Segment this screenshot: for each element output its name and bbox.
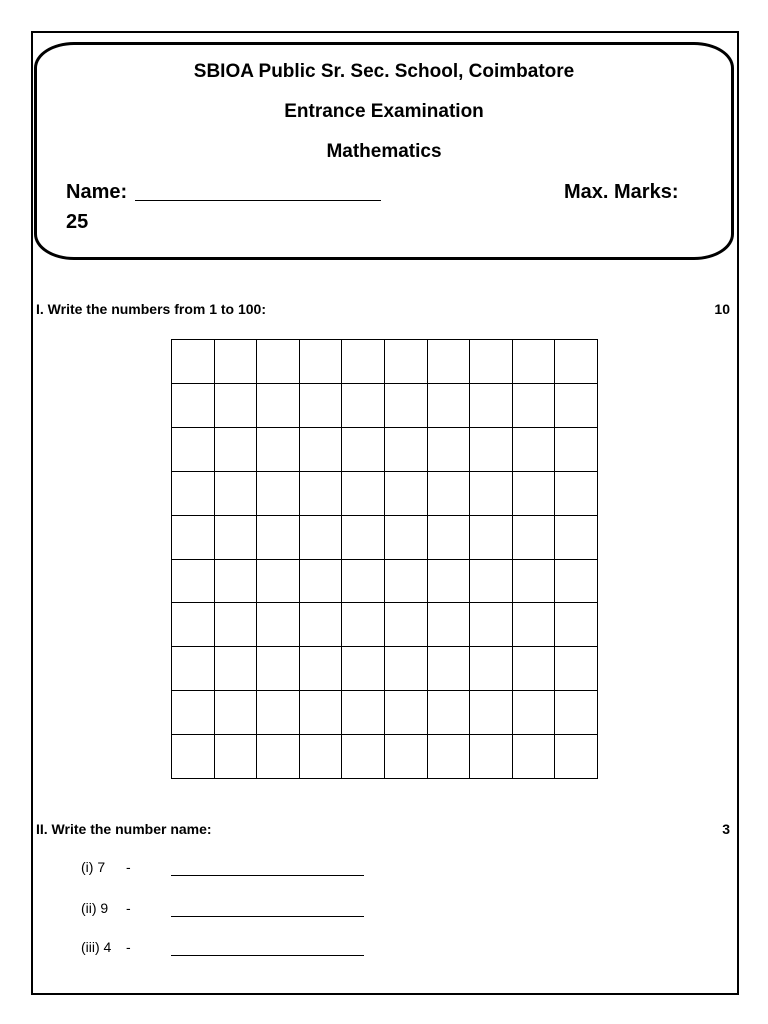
grid-cell[interactable] (257, 472, 300, 516)
question-1-title: I. Write the numbers from 1 to 100: (36, 301, 267, 317)
item-dash: - (126, 900, 131, 916)
grid-cell[interactable] (428, 691, 471, 735)
grid-cell[interactable] (257, 428, 300, 472)
grid-cell[interactable] (385, 603, 428, 647)
grid-cell[interactable] (342, 735, 385, 779)
grid-cell[interactable] (257, 603, 300, 647)
answer-line[interactable] (171, 916, 364, 917)
grid-cell[interactable] (513, 384, 556, 428)
name-field[interactable] (135, 200, 381, 201)
grid-cell[interactable] (385, 384, 428, 428)
grid-cell[interactable] (385, 735, 428, 779)
grid-cell[interactable] (300, 472, 343, 516)
grid-cell[interactable] (513, 691, 556, 735)
grid-cell[interactable] (342, 691, 385, 735)
grid-cell[interactable] (385, 647, 428, 691)
grid-cell[interactable] (300, 560, 343, 604)
grid-cell[interactable] (215, 603, 258, 647)
grid-cell[interactable] (555, 560, 598, 604)
grid-cell[interactable] (428, 472, 471, 516)
grid-cell[interactable] (513, 647, 556, 691)
grid-cell[interactable] (172, 384, 215, 428)
max-marks-value: 25 (66, 211, 89, 233)
question-1-marks: 10 (714, 301, 730, 317)
grid-cell[interactable] (385, 472, 428, 516)
grid-cell[interactable] (215, 428, 258, 472)
grid-cell[interactable] (342, 384, 385, 428)
grid-cell[interactable] (172, 340, 215, 384)
grid-cell[interactable] (172, 603, 215, 647)
grid-cell[interactable] (428, 384, 471, 428)
header-box (34, 42, 734, 260)
question-2-marks: 3 (722, 821, 730, 837)
grid-cell[interactable] (257, 647, 300, 691)
grid-cell[interactable] (172, 735, 215, 779)
answer-line[interactable] (171, 955, 364, 956)
grid-cell[interactable] (470, 603, 513, 647)
grid-cell[interactable] (428, 516, 471, 560)
grid-cell[interactable] (513, 516, 556, 560)
grid-cell[interactable] (257, 560, 300, 604)
grid-cell[interactable] (300, 384, 343, 428)
grid-cell[interactable] (385, 516, 428, 560)
grid-cell[interactable] (470, 560, 513, 604)
name-label: Name: (66, 181, 128, 203)
grid-cell[interactable] (215, 384, 258, 428)
grid-cell[interactable] (513, 428, 556, 472)
grid-cell[interactable] (428, 735, 471, 779)
grid-cell[interactable] (555, 603, 598, 647)
grid-cell[interactable] (172, 472, 215, 516)
item-dash: - (126, 859, 131, 875)
item-label: (i) 7 (81, 859, 106, 875)
item-label: (ii) 9 (81, 900, 109, 916)
grid-cell[interactable] (300, 428, 343, 472)
grid-cell[interactable] (215, 472, 258, 516)
grid-cell[interactable] (555, 735, 598, 779)
grid-cell[interactable] (342, 472, 385, 516)
grid-cell[interactable] (555, 384, 598, 428)
grid-cell[interactable] (555, 472, 598, 516)
grid-cell[interactable] (172, 647, 215, 691)
grid-cell[interactable] (385, 340, 428, 384)
grid-cell[interactable] (470, 516, 513, 560)
grid-cell[interactable] (470, 428, 513, 472)
exam-title: Entrance Examination (284, 101, 484, 122)
school-name: SBIOA Public Sr. Sec. School, Coimbatore (193, 61, 575, 82)
grid-cell[interactable] (428, 560, 471, 604)
grid-cell[interactable] (257, 516, 300, 560)
grid-cell[interactable] (172, 560, 215, 604)
grid-cell[interactable] (470, 647, 513, 691)
grid-cell[interactable] (300, 691, 343, 735)
grid-cell[interactable] (555, 340, 598, 384)
grid-cell[interactable] (555, 691, 598, 735)
grid-cell[interactable] (172, 691, 215, 735)
grid-cell[interactable] (385, 691, 428, 735)
grid-cell[interactable] (300, 647, 343, 691)
grid-cell[interactable] (428, 647, 471, 691)
grid-cell[interactable] (470, 735, 513, 779)
grid-cell[interactable] (215, 340, 258, 384)
grid-cell[interactable] (257, 384, 300, 428)
grid-cell[interactable] (172, 428, 215, 472)
grid-cell[interactable] (385, 428, 428, 472)
item-dash: - (126, 939, 131, 955)
grid-cell[interactable] (215, 516, 258, 560)
grid-cell[interactable] (300, 516, 343, 560)
grid-cell[interactable] (513, 472, 556, 516)
grid-cell[interactable] (300, 735, 343, 779)
answer-line[interactable] (171, 875, 364, 876)
grid-cell[interactable] (215, 735, 258, 779)
grid-cell[interactable] (215, 647, 258, 691)
grid-cell[interactable] (513, 560, 556, 604)
grid-cell[interactable] (385, 560, 428, 604)
grid-cell[interactable] (513, 340, 556, 384)
grid-cell[interactable] (470, 472, 513, 516)
grid-cell[interactable] (470, 691, 513, 735)
grid-cell[interactable] (555, 516, 598, 560)
grid-cell[interactable] (342, 340, 385, 384)
grid-cell[interactable] (428, 428, 471, 472)
grid-cell[interactable] (555, 647, 598, 691)
grid-cell[interactable] (172, 516, 215, 560)
grid-cell[interactable] (342, 603, 385, 647)
grid-cell[interactable] (342, 516, 385, 560)
grid-cell[interactable] (257, 735, 300, 779)
subject-title: Mathematics (326, 141, 442, 162)
grid-cell[interactable] (513, 735, 556, 779)
question-2-title: II. Write the number name: (36, 821, 212, 837)
item-label: (iii) 4 (81, 939, 112, 955)
grid-cell[interactable] (428, 603, 471, 647)
grid-cell[interactable] (428, 340, 471, 384)
grid-cell[interactable] (300, 603, 343, 647)
grid-cell[interactable] (215, 560, 258, 604)
grid-cell[interactable] (300, 340, 343, 384)
grid-cell[interactable] (342, 647, 385, 691)
grid-cell[interactable] (470, 340, 513, 384)
grid-cell[interactable] (215, 691, 258, 735)
grid-cell[interactable] (555, 428, 598, 472)
grid-cell[interactable] (342, 428, 385, 472)
grid-cell[interactable] (342, 560, 385, 604)
grid-cell[interactable] (257, 340, 300, 384)
grid-cell[interactable] (470, 384, 513, 428)
number-grid (171, 339, 598, 779)
grid-cell[interactable] (257, 691, 300, 735)
max-marks-label: Max. Marks: (564, 181, 679, 203)
grid-cell[interactable] (513, 603, 556, 647)
